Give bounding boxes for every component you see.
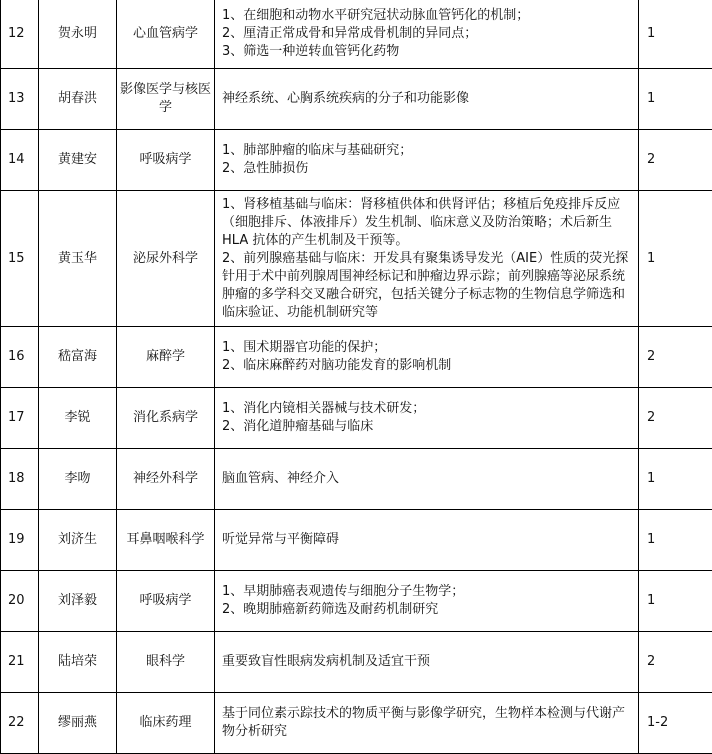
supervisor-name: 贺永明 — [39, 0, 117, 69]
row-number: 22 — [1, 693, 39, 754]
enrollment-quota: 1 — [639, 571, 712, 632]
research-direction — [215, 693, 639, 754]
research-direction — [215, 0, 639, 69]
research-direction-line: 1、消化内镜相关器械与技术研发； — [222, 400, 632, 418]
research-direction-line: 1、肾移植基础与临床：肾移植供体和供肾评估；移植后免疫排斥反应（细胞排斥、体液排斥）发生机制、临床意义及防治策略；术后新生 HLA 抗体的产生机制及干预等。 — [222, 196, 632, 250]
supervisor-name: 刘泽毅 — [39, 571, 117, 632]
table-row — [1, 571, 712, 632]
research-direction-line: 2、前列腺癌基础与临床：开发具有聚集诱导发光（AIE）性质的荧光探针用于术中前列腺周围神经标记和肿瘤边界示踪；前列腺癌等泌尿系统肿瘤的多学科交叉融合研究，包括关键分子标志物的生物信息学筛选和临床验证、功能机制研究等 — [222, 250, 632, 322]
enrollment-quota: 1-2 — [639, 693, 712, 754]
table-row — [1, 69, 712, 130]
table-row — [1, 632, 712, 693]
research-direction — [215, 327, 639, 388]
research-direction-line: 1、肺部肿瘤的临床与基础研究； — [222, 142, 632, 160]
discipline: 耳鼻咽喉科学 — [117, 510, 215, 571]
supervisor-name: 黄玉华 — [39, 191, 117, 327]
supervisor-name: 陆培荣 — [39, 632, 117, 693]
supervisor-name: 李锐 — [39, 388, 117, 449]
discipline: 呼吸病学 — [117, 571, 215, 632]
supervisor-name: 李吻 — [39, 449, 117, 510]
row-number: 20 — [1, 571, 39, 632]
enrollment-quota: 2 — [639, 130, 712, 191]
research-direction-line: 基于同位素示踪技术的物质平衡与影像学研究，生物样本检测与代谢产物分析研究 — [222, 705, 632, 741]
discipline: 眼科学 — [117, 632, 215, 693]
table-row — [1, 327, 712, 388]
research-direction-line: 1、早期肺癌表观遗传与细胞分子生物学； — [222, 583, 632, 601]
research-direction-line: 2、消化道肿瘤基础与临床 — [222, 418, 632, 436]
table-row — [1, 0, 712, 69]
discipline: 临床药理 — [117, 693, 215, 754]
discipline: 泌尿外科学 — [117, 191, 215, 327]
research-direction-line: 1、在细胞和动物水平研究冠状动脉血管钙化的机制； — [222, 7, 632, 25]
research-direction — [215, 191, 639, 327]
enrollment-quota: 2 — [639, 327, 712, 388]
research-direction — [215, 130, 639, 191]
discipline: 麻醉学 — [117, 327, 215, 388]
research-direction-line: 神经系统、心胸系统疾病的分子和功能影像 — [222, 90, 632, 108]
enrollment-quota: 2 — [639, 388, 712, 449]
row-number: 18 — [1, 449, 39, 510]
research-direction — [215, 388, 639, 449]
research-direction — [215, 69, 639, 130]
table-row — [1, 449, 712, 510]
discipline: 心血管病学 — [117, 0, 215, 69]
discipline: 影像医学与核医学 — [117, 69, 215, 130]
row-number: 19 — [1, 510, 39, 571]
table-row — [1, 388, 712, 449]
research-direction-line: 3、筛选一种逆转血管钙化药物 — [222, 43, 632, 61]
table-row — [1, 130, 712, 191]
enrollment-quota: 1 — [639, 0, 712, 69]
row-number: 13 — [1, 69, 39, 130]
research-direction-line: 2、临床麻醉药对脑功能发育的影响机制 — [222, 357, 632, 375]
enrollment-quota: 2 — [639, 632, 712, 693]
table-row — [1, 191, 712, 327]
enrollment-quota: 1 — [639, 191, 712, 327]
supervisor-name: 嵇富海 — [39, 327, 117, 388]
enrollment-quota: 1 — [639, 69, 712, 130]
supervisor-name: 刘济生 — [39, 510, 117, 571]
supervisor-name: 缪丽燕 — [39, 693, 117, 754]
row-number: 21 — [1, 632, 39, 693]
table-row — [1, 693, 712, 754]
research-direction-line: 2、厘清正常成骨和异常成骨机制的异同点； — [222, 25, 632, 43]
research-direction — [215, 510, 639, 571]
enrollment-quota: 1 — [639, 510, 712, 571]
supervisor-name: 胡春洪 — [39, 69, 117, 130]
row-number: 15 — [1, 191, 39, 327]
research-direction — [215, 571, 639, 632]
supervisor-name: 黄建安 — [39, 130, 117, 191]
row-number: 16 — [1, 327, 39, 388]
discipline: 呼吸病学 — [117, 130, 215, 191]
research-direction-line: 听觉异常与平衡障碍 — [222, 531, 632, 549]
discipline: 神经外科学 — [117, 449, 215, 510]
row-number: 12 — [1, 0, 39, 69]
discipline: 消化系病学 — [117, 388, 215, 449]
research-direction — [215, 632, 639, 693]
research-direction — [215, 449, 639, 510]
research-direction-line: 2、急性肺损伤 — [222, 160, 632, 178]
research-direction-line: 1、围术期器官功能的保护； — [222, 339, 632, 357]
row-number: 17 — [1, 388, 39, 449]
research-direction-line: 脑血管病、神经介入 — [222, 470, 632, 488]
research-direction-line: 2、晚期肺癌新药筛选及耐药机制研究 — [222, 601, 632, 619]
row-number: 14 — [1, 130, 39, 191]
enrollment-quota: 1 — [639, 449, 712, 510]
research-direction-line: 重要致盲性眼病发病机制及适宜干预 — [222, 653, 632, 671]
table-row — [1, 510, 712, 571]
